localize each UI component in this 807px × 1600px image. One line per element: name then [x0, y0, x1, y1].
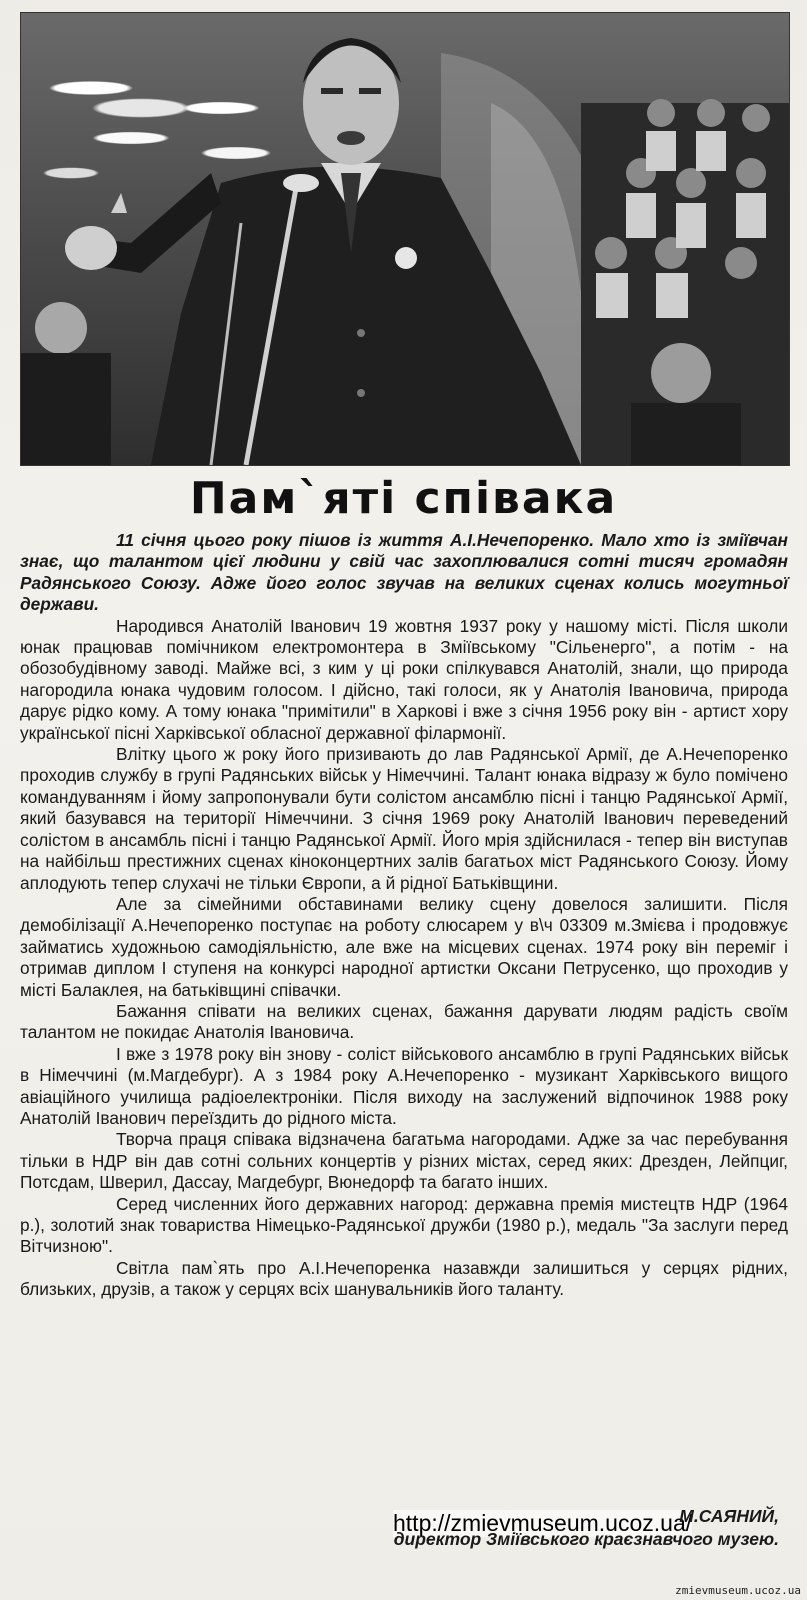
author-name: М.САЯНИЙ,: [679, 1506, 779, 1526]
article-paragraph: Творча праця співака відзначена багатьма нагородами. Адже за час перебування тільки в НДР він дав сотні сольних концертів у різних містах, серед яких: Дрезден, Лейпциг, Потсдам, Шверил, Дассау, Магдебург, Вюнедорф та багато інших.: [20, 1129, 788, 1193]
article-photo: [20, 12, 790, 466]
article-paragraph: І вже з 1978 року він знову - соліст військового ансамблю в групі Радянських військ в Німеччині (м.Магдебург). А з 1984 року А.Нечепоренко - музикант Харківського вищого авіаційного училища радіоелектроніки. Після виходу на заслужений відпочинок 1988 року Анатолій Іванович переїздить до рідного міста.: [20, 1043, 788, 1128]
author-signature: [394, 1505, 779, 1551]
article-body: [20, 530, 788, 1301]
article-paragraph: Але за сімейними обставинами велику сцену довелося залишити. Після демобілізації А.Нечепоренко поступає на роботу слюсарем у в\ч 03309 м.Змієва і продовжує займатись художньою самодіяльністю, але вже на місцевих сценах. 1974 року він переміг і отримав диплом І ступеня на конкурсі народної артистки Оксани Петрусенко, що проходив у місті Балаклея, на батьківщині співачки.: [20, 893, 788, 1000]
footer-url[interactable]: zmievmuseum.ucoz.ua: [675, 1584, 801, 1597]
article-paragraph: Серед численних його державних нагород: державна премія мистецтв НДР (1964 р.), золотий знак товариства Німецько-Радянської дружби (1980 р.), медаль "За заслуги перед Вітчизною".: [20, 1193, 788, 1257]
article-lead: 11 січня цього року пішов із життя А.І.Нечепоренко. Мало хто із зміївчан знає, що талантом цієї людини у свій час захоплювалися сотні тисяч громадян Радянського Союзу. Адже його голос звучав на великих сценах колись могутньої держави.: [20, 530, 788, 615]
article-title: Пам`яті співака: [189, 473, 618, 524]
overlay-url[interactable]: http://zmievmuseum.ucoz.ua/: [393, 1510, 693, 1536]
article-paragraph: Бажання співати на великих сценах, бажання дарувати людям радість своїм талантом не покидає Анатолія Івановича.: [20, 1000, 788, 1043]
singer-photo-illustration: [21, 13, 789, 465]
article-paragraph: Влітку цього ж року його призивають до лав Радянської Армії, де А.Нечепоренко проходив службу в групі Радянських військ у Німеччині. Талант юнака відразу ж було помічено командуванням і йому запропонували бути солістом ансамблю пісні і танцю Радянської Армії, який базувався на території Німеччини. З січня 1969 року Анатолій Іванович переведений солістом в ансамбль пісні і танцю Радянської Армії. Його мрія здійснилася - тепер він виступав на найбільш престижних сценах кіноконцертних залів багатьох міст Радянського Союзу. Йому аплодують тепер слухачі не тільки Європи, а й рідної Батьківщини.: [20, 744, 788, 893]
author-title: директор Зміївського краєзнавчого музею.: [393, 1529, 779, 1549]
article-paragraph: Народився Анатолій Іванович 19 жовтня 1937 року у нашому місті. Після школи юнак працював помічником електромонтера в Зміївському "Сільенерго", а потім - на обозобудівному заводі. Майже всі, з ким у ці роки спілкувався Анатолій, знали, що природа нагородила юнака чудовим голосом. І дійсно, такі голоси, як у Анатолія Івановича, природа дарує рідко кому. А тому юнака "примітили" в Харкові і вже з січня 1956 року він - артист хору української пісні Харківської обласної державної філармонії.: [20, 615, 788, 743]
article-paragraph: Світла пам`ять про А.І.Нечепоренка назавжди залишиться у серцях рідних, близьких, друзів, а також у серцях всіх шанувальників його таланту.: [20, 1257, 788, 1300]
